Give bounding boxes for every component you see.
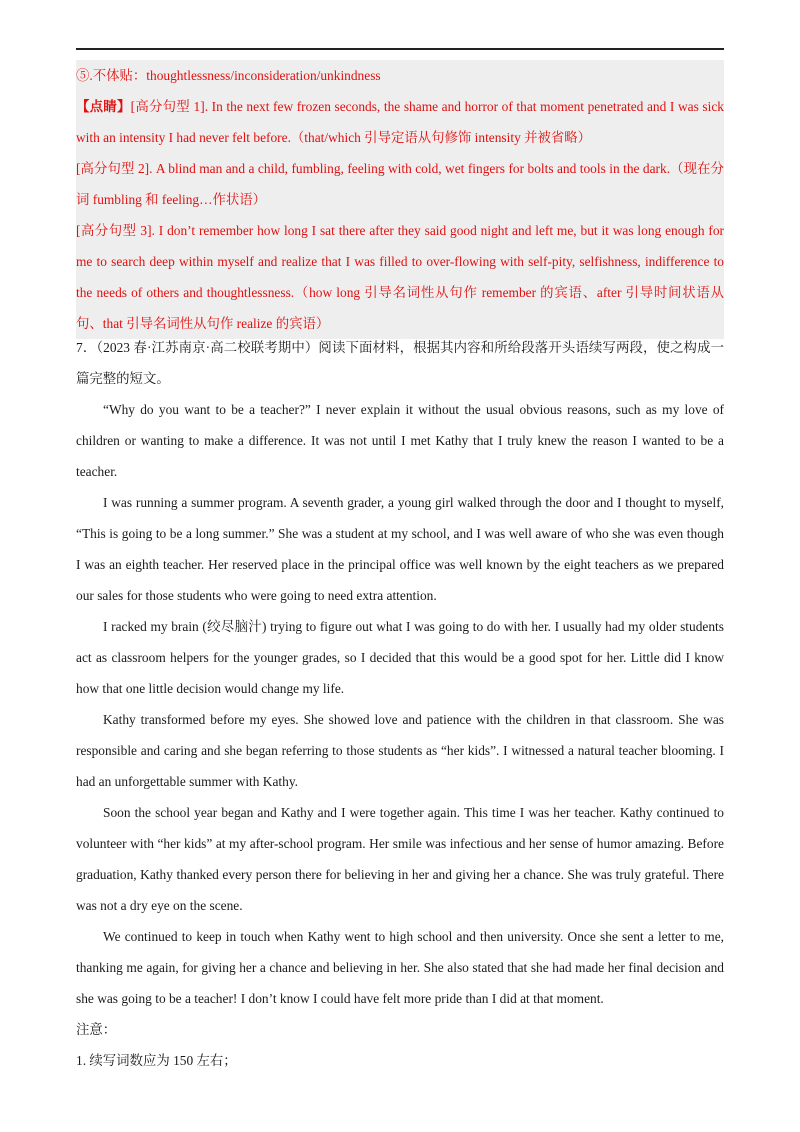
question-7 — [76, 332, 724, 1076]
top-divider — [76, 48, 724, 50]
pattern-2: [高分句型 2]. A blind man and a child, fumbling, feeling with cold, wet fingers for bolts and tools in the dark.（现在分词 fumbling 和 feeling…作状语） — [76, 161, 724, 207]
answer-notes-block — [76, 60, 724, 339]
highlight-label: 【点睛】 — [76, 99, 131, 114]
notice-title: 注意： — [76, 1022, 117, 1037]
passage-paragraph: “Why do you want to be a teacher?” I never explain it without the usual obvious reasons, such as my love of children or wanting to make a difference. It was not until I met Kathy that I truly knew the reason I wanted to be a teacher. — [76, 402, 724, 479]
notice-item: 1. 续写词数应为 150 左右； — [76, 1053, 237, 1068]
question-header: 7．（2023 春·江苏南京·高二校联考期中）阅读下面材料，根据其内容和所给段落开头语续写两段，使之构成一篇完整的短文。 — [76, 340, 724, 386]
passage-paragraph: Soon the school year began and Kathy and I were together again. This time I was her teacher. Kathy continued to volunteer with “her kids” at my after-school program. Her smile was infectious and her sense of humor amazing. Before graduation, Kathy thanked every person there for believing in her and giving her a chance. She was truly grateful. There was not a dry eye on the scene. — [76, 805, 724, 913]
pattern-1 — [76, 91, 724, 153]
passage-paragraph: We continued to keep in touch when Kathy went to high school and then university. Once she sent a letter to me, thanking me again, for giving her a chance and believing in her. She also stated that she had made her final decision and she was going to be a teacher! I don’t know I could have felt more pride than I did at that moment. — [76, 929, 724, 1006]
note-item-5: ⑤.不体贴：thoughtlessness/inconsideration/unkindness — [76, 68, 381, 83]
passage-paragraph: I was running a summer program. A seventh grader, a young girl walked through the door and I thought to myself, “This is going to be a long summer.” She was a student at my school, and I was well aware of who she was even though I was an eighth teacher. Her reserved place in the principal office was well known by the eight teachers as we prepared our sales for those students who were going to need extra attention. — [76, 495, 724, 603]
pattern-1-text: [高分句型 1]. In the next few frozen seconds, the shame and horror of that moment penetrated and I was sick with an intensity I had never felt before.（that/which 引导定语从句修饰 intensity 并被省略） — [76, 99, 724, 145]
pattern-3: [高分句型 3]. I don’t remember how long I sat there after they said good night and left me, but it was long enough for me to search deep within myself and realize that I was filled to over-flowing with self-pity, selfishness, indifference to the needs of others and thoughtlessness.（how long 引导名词性从句作 remember 的宾语、after 引导时间状语从句、that 引导名词性从句作 realize 的宾语） — [76, 223, 724, 331]
passage-paragraph: Kathy transformed before my eyes. She showed love and patience with the children in that classroom. She was responsible and caring and she began referring to those students as “her kids”. I witnessed a natural teacher blooming. I had an unforgettable summer with Kathy. — [76, 712, 724, 789]
passage-paragraph: I racked my brain (绞尽脑汁) trying to figure out what I was going to do with her. I usually had my older students act as classroom helpers for the younger grades, so I decided that this would be a good spot for her. Little did I know how that one little decision would change my life. — [76, 619, 724, 696]
